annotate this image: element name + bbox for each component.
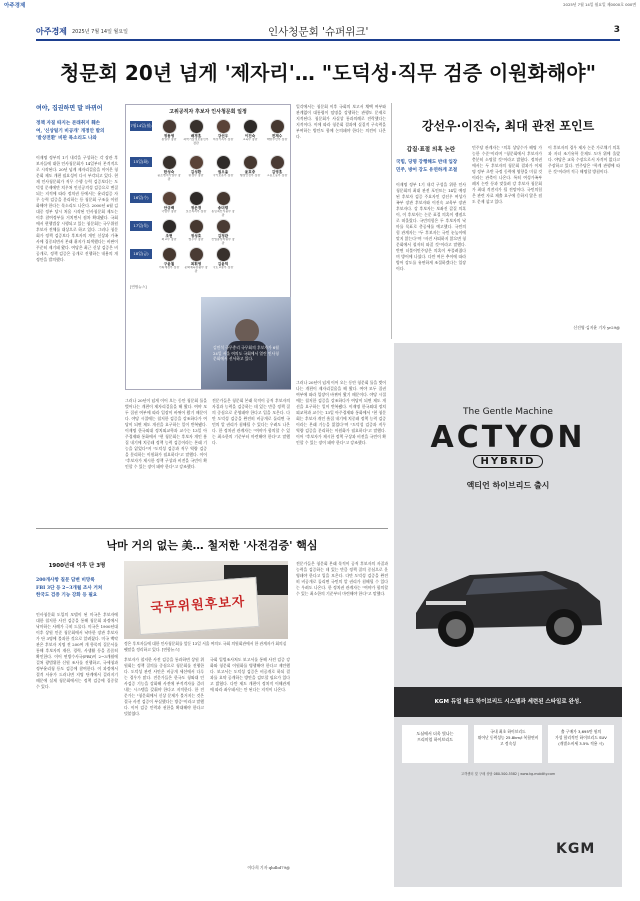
bottom-caption-credit: [연합뉴스] xyxy=(161,646,180,652)
nominee-card xyxy=(210,247,236,281)
bottom-body-2: 후보자가 철저한 사전 검증을 통과하면 상원 위원회는 정책 질의를 중심으로 청문회를 진행한다. 도덕성 관련 사안은 비공개 세션에서 다루는 경우가 많다. 전문가들은 한국도 청와대 인사검증 기능을 강화해 사전에 부적격자를 걸러내는 시스템을 갖춰야 한다고 지적한다. 한 전문가는 "청문회에서 신상 문제가 불거지는 것은 결국 사전 검증이 부실했다는 방증"이라고 말했다. 이어 검증 인력과 권한을 확대해야 한다고 덧붙였다. xyxy=(124,657,204,716)
ad-box-3: 출 구매가 3,695만 원의 가성 합리적인 하이브리드 SUV (개별소비세 3.5% 적용 시) xyxy=(548,725,614,763)
kgm-logo: KGM xyxy=(556,841,596,857)
bottom-body-4: 전문가들은 청문회 본래 목적이 공직 후보자의 자질과 능력을 검증하는 데 있는 만큼 정책 질의 중심으로 운영돼야 한다고 입을 모은다. 다만 도덕성 검증을 완전히 비공개로 돌리면 국민의 알 권리가 침해될 수 있다는 우려도 나온다. 한 정치권 관계자는 "여야가 합의할 수 있는 최소한의 기준부터 마련해야 한다"고 말했다. xyxy=(296,561,388,596)
masthead-brand: 아주경제 xyxy=(36,27,67,36)
nominee-name: 강선우 xyxy=(217,134,229,138)
nominee-role: 고용노동부 장관 xyxy=(266,174,288,178)
main-body-2: 그러나 20년이 넘게 이어 오는 동안 청문회 틀을 벗어나는 개편이 제자리걸음을 해 왔다. 여야 모두 집권 여부에 따라 입장이 바뀌어 왔기 때문이다. 야당 시절에는 철저한 검증을 강조하다가 여당이 되면 제도 개선을 요구하는 일이 반복됐다. 이재명 한국외대 정치외교학과 교수는 13일 아주경제와 통화에서 "현 청문회는 후보자 개인 흠집 내기에 치중돼 정책 능력 검증이라는 본래 기능을 잃었다"며 "도덕성 검증과 직무 역량 검증을 분리하는 이원화가 필요하다"고 말했다. 이어 "후보자가 제시한 정책 구상과 비전을 국민이 확인할 수 있는 장이 돼야 한다"고 강조했다. xyxy=(125,398,207,469)
nominee-role: 국토교통부 장관 xyxy=(212,266,234,270)
nominee-role: 기획재정부 장관 xyxy=(158,266,180,270)
nominee-name: 윤호중 xyxy=(244,170,256,174)
graphic-credit: [연합뉴스] xyxy=(130,285,147,289)
nominee-role: 통일부 장관 xyxy=(161,138,177,142)
main-story-left xyxy=(36,103,118,439)
nominee-name: 이진숙 xyxy=(244,134,256,138)
nominee-portrait xyxy=(216,191,231,206)
nominee-role: 국방부 장관 xyxy=(161,210,177,214)
right-subhead: 갑질·표절 의혹 논란 xyxy=(406,147,456,153)
ad-kr-line: 액티언 하이브리드 출시 xyxy=(466,481,550,490)
nominee-portrait xyxy=(162,119,177,134)
nominee-card xyxy=(183,191,209,217)
nominee-name: 안규백 xyxy=(163,206,175,210)
bottom-story xyxy=(36,533,388,873)
nominee-portrait xyxy=(162,219,177,234)
nominee-card xyxy=(156,191,182,217)
nominee-portrait xyxy=(189,155,204,170)
graphic-day-row xyxy=(130,119,288,153)
nominee-portrait xyxy=(216,119,231,134)
right-headline: 강선우·이진숙, 최대 관전 포인트 xyxy=(421,119,595,133)
bottom-caption-text: 정은 후보자들에 대한 인사청문회를 앞둔 13일 서울 여의도 국회 의원회관에서 한 관계자가 회의실 팻말을 정리하고 있다. xyxy=(124,641,287,652)
nominee-role: 중소벤처기업부 장관 xyxy=(157,174,181,181)
nominee-role: 국가보훈부 장관 xyxy=(212,174,234,178)
ad-banner: KGM 듀얼 테크 하이브리드 시스템과 세련된 스타일로 완성. xyxy=(394,687,622,717)
car-headlight xyxy=(426,601,466,605)
nominee-role: 보건복지부 장관 xyxy=(185,210,207,214)
bottom-byline: 이다희 기자 qhdbd79@ xyxy=(247,865,290,870)
main-deck: 정책 자질 따지는 본래취지 훼손 여, '신상털기 비공개' 개정안 발의 '발상전환' 비판 목소리도 나와 xyxy=(36,121,105,141)
nominee-graphic xyxy=(125,104,291,390)
graphic-day-label: 15일(화) xyxy=(130,157,152,167)
masthead xyxy=(36,24,620,38)
nominee-portrait xyxy=(216,247,231,262)
nominee-portrait xyxy=(189,191,204,206)
nominee-card xyxy=(183,247,209,281)
main-body: 이재명 정부의 1기 내각을 구성하는 각 장관 후보자들에 대한 인사청문회가 14일부터 본격적으로 시작된다. 20년 넘게 제자리걸음을 이어온 청문회 제도 개편 필요성이 다시 부각되고 있다. 현재 인사청문회가 직무 수행 능력 검증보다는 도덕성 문제에만 치우쳐 인신공격성 검증으로 변질되는 지적에 따라 정치권 등에서는 윤리검증 자무 능력 검증을 분리하는 등 청문회 구조를 이원화해야 한다는 목소리도 나온다. 2000년 6월 김대중 정부 당시 처음 시작된 인사청문회 제도는 이후 참여정부를 거치면서 점차 확대됐다. 국회에서 현행법상 시행되고 있는 청문회는 국무위원 후보자 전체를 대상으로 하고 있다. 그러나 청문회가 정책 검증보다 후보자의 개인 신상과 가족사에 집중되면서 본래 취지가 퇴색했다는 비판이 꾸준히 제기돼 왔다. 여당은 최근 신상 검증은 비공개로, 정책 검증은 공개로 진행하는 내용의 개정안을 발의했다. xyxy=(36,154,118,262)
graphic-day-row xyxy=(130,155,288,189)
ad-hybrid-badge: HYBRID xyxy=(473,455,543,468)
nominee-portrait xyxy=(189,247,204,262)
nominee-role: 문화체육관광부 장관 xyxy=(184,266,208,273)
nominee-role: 산업통상자원부 장관 xyxy=(211,238,235,245)
nominee-portrait xyxy=(189,119,204,134)
nominee-card xyxy=(264,155,290,189)
nominee-name: 전재수 xyxy=(271,134,283,138)
bottom-subhead: 1900년대 이후 단 3명 xyxy=(48,563,106,569)
nominee-name: 정동영 xyxy=(163,134,175,138)
nameplate-text: 국무위원후보자 xyxy=(150,594,246,617)
main-body-4: 일각에서는 청문회 이후 국회의 보고서 채택 여부와 관계없이 대통령이 임명을 강행하는 관행도 문제로 지적된다. 청문회가 사실상 통과의례로 전락했다는 지적이다. 이에 따라 청문회 결과에 실질적 구속력을 부여하는 방안도 함께 논의돼야 한다는 의견이 나온다. xyxy=(296,104,386,139)
graphic-day-row xyxy=(130,247,288,281)
nominee-card xyxy=(264,119,290,153)
nominee-card xyxy=(237,119,263,153)
nominee-card xyxy=(156,247,182,281)
right-body-2: 민주당 관계자는 "의혹 상당수가 해명 가능한 수준"이라며 "청문회에서 후보자가 충분히 소명할 것"이라고 밝혔다. 정치권에서는 두 후보자의 청문회 결과가 이재명 정부 초반 국정 동력에 영향을 미칠 것이라는 관측이 나온다. 특히 여성가족부 폐지 논란 등과 맞물려 강 후보자 청문회가 최대 격전지가 될 전망이다. 국민의힘은 관련 자료 제출 요구에 응하지 않은 점도 문제 삼고 있다. xyxy=(472,145,542,204)
nominee-card xyxy=(237,155,263,189)
nominee-portrait xyxy=(162,155,177,170)
graphic-day-label: 16일(수) xyxy=(130,193,152,203)
main-subhead: 여야, 집권하면 말 바뀌어 xyxy=(36,105,103,112)
graphic-day-label: 7월14일(월) xyxy=(130,121,152,131)
graphic-title: 고위공직자 후보자 인사청문회 일정 xyxy=(169,109,247,115)
hearing-photo xyxy=(201,297,291,389)
main-headline: 청문회 20년 넘게 '제자리'… "도덕성·직무 검증 이원화해야" xyxy=(59,61,596,85)
nominee-name: 정성호 xyxy=(190,234,202,238)
nominee-role: 농림축산식품부 장관 xyxy=(211,210,235,217)
car-illustration xyxy=(406,539,610,659)
topbar-paper: 아주경제 xyxy=(4,3,26,9)
column-divider xyxy=(391,103,392,339)
nominee-portrait xyxy=(270,119,285,134)
nominee-portrait xyxy=(270,155,285,170)
nominee-name: 정은경 xyxy=(190,206,202,210)
page-number: 3 xyxy=(613,25,620,35)
nominee-name: 한성숙 xyxy=(163,170,175,174)
bottom-headline: 낙마 거의 없는 美… 철저한 '사전검증' 핵심 xyxy=(106,539,318,552)
masthead-date: 2025년 7월 14일 월요일 xyxy=(72,29,129,35)
nominee-name: 김윤덕 xyxy=(217,262,229,266)
bottom-photo-caption xyxy=(124,641,288,652)
ad-tagline: The Gentle Machine xyxy=(463,407,553,417)
car-rear-rim xyxy=(554,617,574,637)
right-body: 이재명 정부 1기 내각 구성을 위한 인사청문회의 최대 관전 포인트는 14일 예정된 후보자 검증 주요자인 강선우 여성가족부 장관 후보자와 이진숙 교육부 장관 후보자다. 강 후보자는 보좌진 갑질 의혹이, 이 후보자는 논문 표절 의혹이 쟁점으로 떠올랐다. 국민의힘은 두 후보자의 낙마를 목표로 총공세를 예고했다. 국민의힘 관계자는 "두 후보자는 국민 눈높이에 맞지 않는다"며 "자진 사퇴하지 않으면 청문회에서 철저히 따질 것"이라고 말했다. 반면 더불어민주당은 의혹이 부풀려졌다며 방어에 나섰다. 다만 여론 추이에 따라 방어 강도를 유연하게 조절하겠다는 입장이다. xyxy=(396,182,466,271)
nominee-role: 교육부 장관 xyxy=(242,138,258,142)
nominee-card xyxy=(210,119,236,153)
nominee-card xyxy=(156,219,182,245)
right-deck: 국힘, 당명 강행해도 반대 입장 민주, 방어 강도 유연하게 조절 xyxy=(396,160,458,173)
right-body-3: 이 후보자의 경우 제자 논문 가로채기 의혹과 자녀 조기유학 문제도 도마 위에 올랐다. 야당은 교육 수장으로서 자격이 없다고 주장하고 있다. 민주당은 "학계 관행에 따른 것"이라며 적극 해명할 방침이다. xyxy=(548,145,620,174)
nominee-card xyxy=(183,119,209,153)
section-divider xyxy=(36,528,388,529)
right-story xyxy=(396,103,620,339)
main-body-3: 전문가들은 청문회 본래 목적이 공직 후보자의 자질과 능력을 검증하는 데 있는 만큼 정책 질의 중심으로 운영돼야 한다고 입을 모은다. 다만 도덕성 검증을 완전히 비공개로 돌리면 국민의 알 권리가 침해될 수 있다는 우려도 나온다. 한 정치권 관계자는 "여야가 합의할 수 있는 최소한의 기준부터 마련해야 한다"고 말했다. xyxy=(212,398,290,445)
person-head xyxy=(235,319,259,343)
ad-model: ACTYON xyxy=(430,420,586,455)
right-byline: 신진영·김지윤 기자 yr29@ xyxy=(573,325,620,330)
nominee-card xyxy=(210,191,236,217)
nominee-card xyxy=(183,219,209,245)
bottom-body: 인사청문회 도입의 모델이 된 미국은 후보자에 대한 철저한 사전 검증을 통해 청문회 과정에서 낙마하는 사례가 극히 드물다. 미국은 1900년대 이후 상원 인준 청문회에서 낙마한 장관 후보자가 단 3명에 불과한 것으로 알려졌다. 미국 백악관은 후보자 지명 전 200여 개 항목의 질문서를 통해 후보자의 재산, 경력, 사생활 등을 꼼꼼히 확인한다. 이어 연방수사국(FBI)이 2~3개월에 걸쳐 광범위한 신원 조사를 진행하고, 국세청과 정부윤리청 등도 검증에 참여한다. 이 과정에서 결격 사유가 드러나면 지명 단계에서 걸러지기 때문에 실제 청문회에서는 정책 검증에 집중할 수 있다. xyxy=(36,611,118,689)
nameplate xyxy=(136,577,259,635)
nominee-portrait xyxy=(189,219,204,234)
nominee-portrait xyxy=(162,247,177,262)
nominee-role: 행정안전부 장관 xyxy=(239,174,261,178)
nominee-name: 김성환 xyxy=(190,170,202,174)
nominee-card xyxy=(183,155,209,189)
nominee-card xyxy=(210,155,236,189)
nominee-card xyxy=(156,155,182,189)
nominee-role: 해양수산부 장관 xyxy=(266,138,288,142)
topbar-dateline: 2025년 7월 14일 월요일 제0000호 000면 xyxy=(563,2,636,7)
nominee-role: 여성가족부 장관 xyxy=(212,138,234,142)
ad-box-1: 도심에서 더욱 빛나는 프리미엄 하이브리드 xyxy=(402,725,468,763)
ad-box-2: 국내 최초 하이브리드 뛰어난 동력성능 25.8km/l 복합연비 고 정숙성 xyxy=(474,725,542,763)
nominee-portrait xyxy=(243,119,258,134)
photo-caption: 김민석 국무총리 국무회의 후보자가 6월 24일 서울 여의도 국회에서 열린 인사청문회에서 선서하고 있다. xyxy=(213,345,279,362)
nominee-role: 외교부 장관 xyxy=(161,238,177,242)
nominee-portrait xyxy=(216,155,231,170)
nominee-name: 최휘영 xyxy=(190,262,202,266)
nominee-portrait xyxy=(162,191,177,206)
graphic-day-label: 18일(금) xyxy=(130,249,152,259)
actyon-ad[interactable] xyxy=(394,343,622,887)
bottom-deck: 200개사항 질문 답변 비망록 FBI 3단 등 2~3개월 조사 거쳐 한국도 검증 기능 강화 등 필요 xyxy=(36,578,103,598)
nominee-portrait xyxy=(243,155,258,170)
nominee-name: 김영훈 xyxy=(271,170,283,174)
section-title: 인사청문회 '슈퍼위크' xyxy=(268,26,369,38)
nominee-portrait xyxy=(216,219,231,234)
nominee-name: 조현 xyxy=(165,234,173,238)
graphic-day-row xyxy=(130,219,288,245)
nominee-name: 김정관 xyxy=(217,234,229,238)
nominee-role: 환경부 장관 xyxy=(188,174,204,178)
nominee-role: 법무부 장관 xyxy=(188,238,204,242)
main-body-5: 그러나 20년이 넘게 이어 오는 동안 청문회 틀을 벗어나는 개편이 제자리걸음을 해 왔다. 여야 모두 집권 여부에 따라 입장이 바뀌어 왔기 때문이다. 야당 시절에는 철저한 검증을 강조하다가 여당이 되면 제도 개선을 요구하는 일이 반복됐다. 이재명 한국외대 정치외교학과 교수는 13일 아주경제와 통화에서 "현 청문회는 후보자 개인 흠집 내기에 치중돼 정책 능력 검증이라는 본래 기능을 잃었다"며 "도덕성 검증과 직무 역량 검증을 분리하는 이원화가 필요하다"고 말했다. 이어 "후보자가 제시한 정책 구상과 비전을 국민이 확인할 수 있는 장이 돼야 한다"고 강조했다. xyxy=(296,380,386,445)
ad-fine-print: 고객센터 및 구매 상담 080-500-5582 | www.kg-mobility.com xyxy=(460,772,556,776)
nominee-name: 구윤철 xyxy=(163,262,175,266)
graphic-day-row xyxy=(130,191,288,217)
bottom-body-3: 국회 입법조사처도 보고서를 통해 사전 검증 강화와 청문회 이원화를 병행해야 한다고 제안했다. 보고서는 도덕성 검증은 비공개로 하되 결과를 요약 공개하는 방안을 검토할 필요가 있다고 밝혔다. 다만 제도 개편이 정치적 이해관계에 따라 좌우돼서는 안 된다는 지적이 나온다. xyxy=(210,657,290,692)
nominee-card xyxy=(156,119,182,153)
graphic-day-label: 17일(목) xyxy=(130,221,152,231)
nominee-card xyxy=(210,219,236,245)
car-front-rim xyxy=(446,619,466,639)
nominee-name: 배경훈 xyxy=(190,134,202,138)
nominee-name: 권오을 xyxy=(217,170,229,174)
masthead-rule xyxy=(36,39,620,41)
nameplate-photo xyxy=(124,561,288,639)
nominee-name: 송미령 xyxy=(217,206,229,210)
nominee-role: 과학기술정보통신부 장관 xyxy=(183,138,209,145)
